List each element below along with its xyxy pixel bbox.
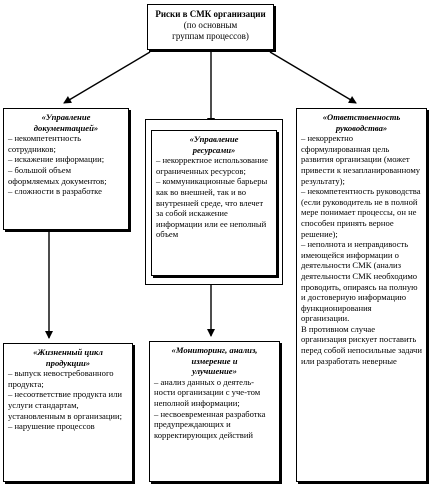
monitoring-item-2: – несвоевременная разработка предупреждающих и корректирующих действий: [154, 408, 266, 440]
documentation-box: [3, 108, 129, 230]
management-item-2: – некомпетентность руководства (если руководитель не в полной мере понимает процессы, он не способен принять верное решение);: [301, 186, 421, 239]
lifecycle-item-1: – выпуск невостребованного продукта;: [8, 368, 114, 389]
management-item-1: – некорректно сформулированная цель развития организации (может привести к незапланированному результату);: [301, 133, 421, 186]
monitoring-title-line-2: измерение и: [191, 355, 238, 366]
management-title-line-2: руководства»: [335, 122, 388, 133]
management-item-4: В противном случае организация рискует поставить перед собой непосильные задачи или разработать неверные: [301, 323, 422, 366]
arrow-to-documentation: [64, 52, 150, 103]
lifecycle-title-line-2: продукции»: [45, 357, 91, 368]
resources-title-line-1: «Управление: [189, 134, 239, 144]
management-title-line-1: «Ответственность: [322, 112, 401, 122]
root-title: Риски в СМК организации: [155, 9, 266, 19]
documentation-item-1: – некомпетентность сотрудников;: [8, 133, 82, 154]
monitoring-title-line-1: «Мониторинг, анализ,: [171, 345, 258, 355]
documentation-title-line-1: «Управление: [41, 112, 91, 122]
resources-item-1: – некорректное использование ограниченных ресурсов;: [156, 155, 268, 176]
arrow-to-management: [270, 52, 356, 103]
root-subtitle-line-1: (по основным: [183, 20, 238, 30]
monitoring-title-line-3: улучшение»: [192, 366, 237, 377]
lifecycle-item-2: – несоответствие продукта или услуги стандартам, установленным в организации;: [8, 389, 123, 421]
documentation-item-4: – сложности в разработке: [8, 186, 102, 197]
lifecycle-box: [3, 343, 133, 482]
lifecycle-item-3: – нарушение процессов: [8, 421, 95, 432]
monitoring-item-1: – анализ данных о деятель-ности организации с уче-том неполной информации;: [154, 376, 261, 408]
root-box: [147, 4, 274, 50]
monitoring-box: [149, 341, 280, 482]
lifecycle-title-line-1: «Жизненный цикл: [33, 347, 103, 357]
documentation-item-3: – большой объем оформляемых документов;: [8, 164, 107, 186]
management-box: [296, 108, 427, 482]
resources-title-line-2: ресурсами»: [192, 144, 236, 155]
management-item-3: – неполнота и неправдивость имеющейся информации о деятельности СМК (анализ деятельности СМК необходимо проводить, опираясь на полную и достоверную информацию функционирования организации.: [301, 239, 418, 324]
documentation-title-line-2: документацией»: [33, 122, 99, 133]
resources-box: [151, 130, 277, 276]
resources-item-2: – коммуникационные барьеры как во внешней, так и во внутренней среде, что влечет за собой искажение информации или ее неполный объем: [156, 176, 268, 240]
documentation-item-2: – искажение информации;: [8, 154, 105, 165]
root-subtitle-line-2: группам процессов): [172, 31, 249, 41]
